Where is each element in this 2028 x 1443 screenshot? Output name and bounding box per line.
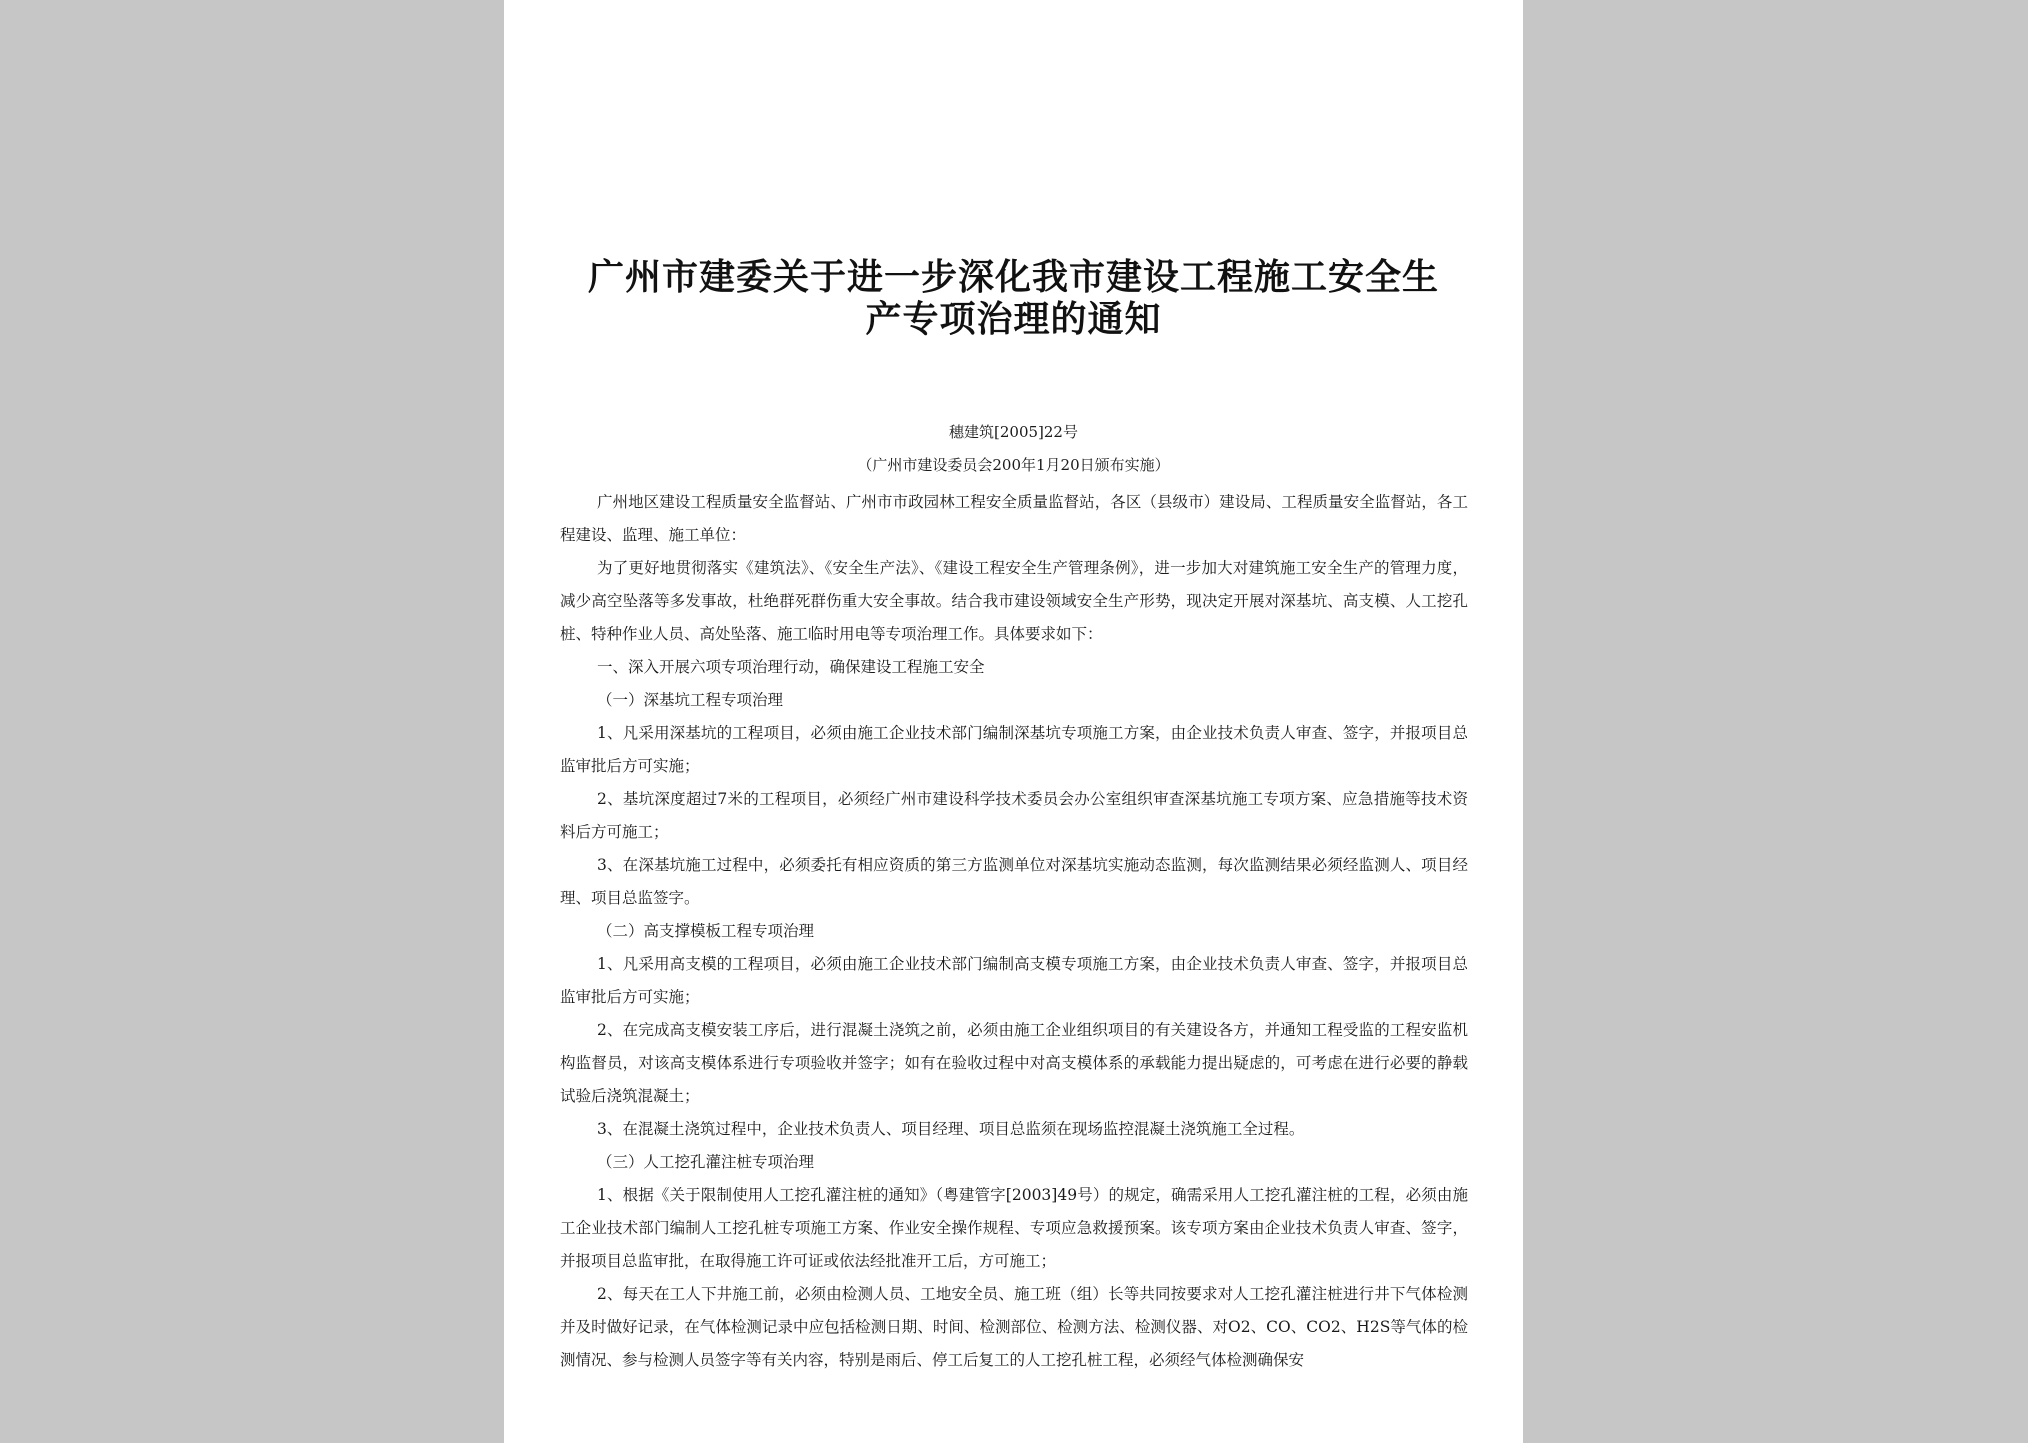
paragraph: 1、凡采用高支模的工程项目，必须由施工企业技术部门编制高支模专项施工方案，由企业技术负责人审查、签字，并报项目总监审批后方可实施； bbox=[560, 955, 1468, 1006]
title-line-2: 产专项治理的通知 bbox=[865, 299, 1162, 340]
paragraph: 为了更好地贯彻落实《建筑法》、《安全生产法》、《建设工程安全生产管理条例》，进一步加大对建筑施工安全生产的管理力度，减少高空坠落等多发事故，杜绝群死群伤重大安全事故。结合我市建设领域安全生产形势，现决定开展对深基坑、高支模、人工挖孔桩、特种作业人员、高处坠落、施工临时用电等专项治理工作。具体要求如下： bbox=[560, 559, 1468, 643]
paragraph: 1、根据《关于限制使用人工挖孔灌注桩的通知》（粤建管字[2003]49号）的规定，确需采用人工挖孔灌注桩的工程，必须由施工企业技术部门编制人工挖孔桩专项施工方案、作业安全操作规程、专项应急救援预案。该专项方案由企业技术负责人审查、签字，并报项目总监审批，在取得施工许可证或依法经批准开工后，方可施工； bbox=[560, 1186, 1468, 1270]
paragraph: 2、在完成高支模安装工序后，进行混凝土浇筑之前，必须由施工企业组织项目的有关建设各方，并通知工程受监的工程安监机构监督员，对该高支模体系进行专项验收并签字；如有在验收过程中对高支模体系的承载能力提出疑虑的，可考虑在进行必要的静载试验后浇筑混凝土； bbox=[560, 1021, 1468, 1105]
paragraph: 3、在深基坑施工过程中，必须委托有相应资质的第三方监测单位对深基坑实施动态监测，每次监测结果必须经监测人、项目经理、项目总监签字。 bbox=[560, 856, 1468, 907]
subsection-heading: （三）人工挖孔灌注桩专项治理 bbox=[597, 1153, 815, 1171]
paragraph: 1、凡采用深基坑的工程项目，必须由施工企业技术部门编制深基坑专项施工方案，由企业技术负责人审查、签字，并报项目总监审批后方可实施； bbox=[560, 724, 1468, 775]
paragraph: 2、基坑深度超过7米的工程项目，必须经广州市建设科学技术委员会办公室组织审查深基坑施工专项方案、应急措施等技术资料后方可施工； bbox=[560, 790, 1468, 841]
document-page bbox=[504, 0, 1523, 1443]
section-heading: 一、深入开展六项专项治理行动，确保建设工程施工安全 bbox=[597, 658, 985, 676]
issue-note: （广州市建设委员会200年1月20日颁布实施） bbox=[857, 456, 1170, 474]
title-line-1: 广州市建委关于进一步深化我市建设工程施工安全生 bbox=[587, 257, 1439, 298]
subsection-heading: （一）深基坑工程专项治理 bbox=[597, 691, 784, 709]
paragraph: 2、每天在工人下井施工前，必须由检测人员、工地安全员、施工班（组）长等共同按要求对人工挖孔灌注桩进行井下气体检测并及时做好记录，在气体检测记录中应包括检测日期、时间、检测部位、检测方法、检测仪器、对O2、CO、CO2、H2S等气体的检测情况、参与检测人员签字等有关内容，特别是雨后、停工后复工的人工挖孔桩工程，必须经气体检测确保安 bbox=[560, 1285, 1468, 1369]
paragraph: 广州地区建设工程质量安全监督站、广州市市政园林工程安全质量监督站，各区（县级市）建设局、工程质量安全监督站，各工程建设、监理、施工单位： bbox=[560, 493, 1468, 544]
document-title bbox=[504, 257, 1523, 341]
paragraph: 3、在混凝土浇筑过程中，企业技术负责人、项目经理、项目总监须在现场监控混凝土浇筑施工全过程。 bbox=[597, 1120, 1305, 1138]
subsection-heading: （二）高支撑模板工程专项治理 bbox=[597, 922, 815, 940]
document-number: 穗建筑[2005]22号 bbox=[949, 423, 1078, 441]
document-body bbox=[560, 486, 1468, 1377]
